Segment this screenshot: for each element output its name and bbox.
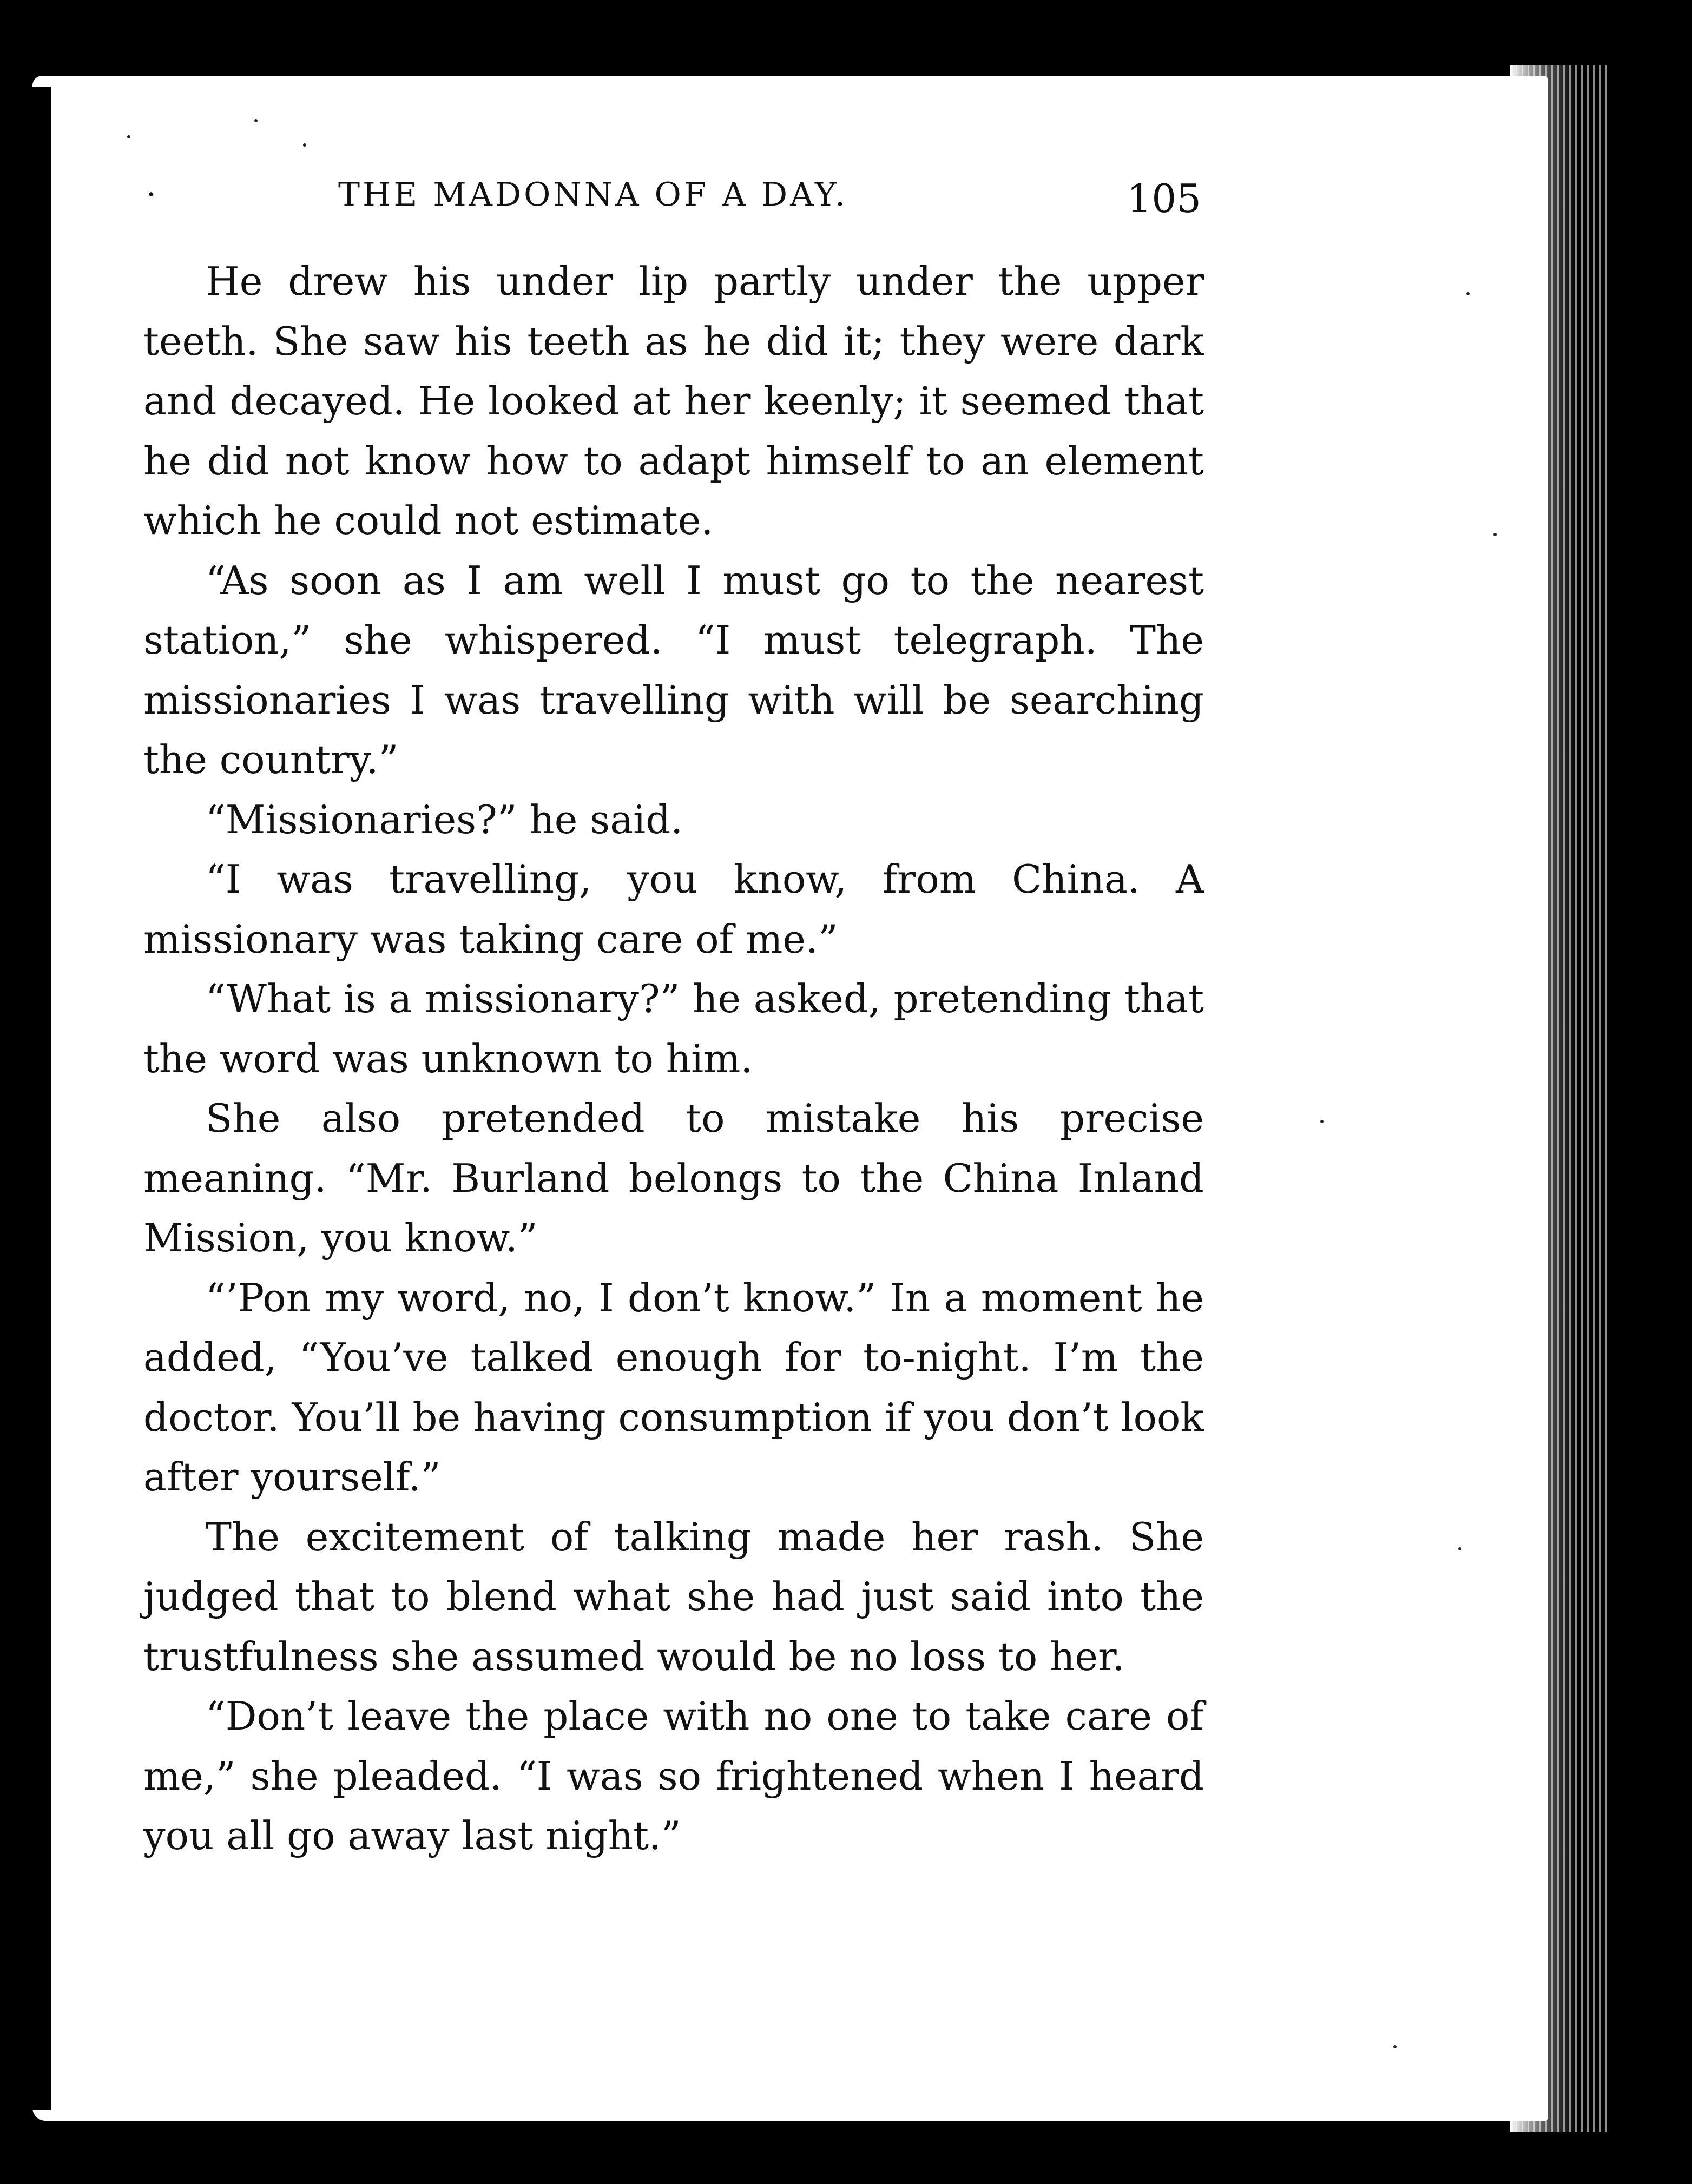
- scan-speck: [254, 119, 258, 122]
- scan-speck: [1493, 533, 1497, 536]
- scan-speck: [1466, 292, 1470, 295]
- paragraph-8: The excitement of talking made her rash. She judged that to blend what she had just said into the trustfulness she assumed would be no loss to her.: [143, 1514, 1204, 1679]
- body-text: [143, 252, 1204, 1866]
- page-header: [146, 176, 1201, 235]
- header-dot: ·: [146, 176, 157, 214]
- paragraph-3: “Missionaries?” he said.: [206, 796, 683, 842]
- paragraph-6: She also pretended to mistake his precise meaning. “Mr. Burland belongs to the China Inland Mission, you know.”: [143, 1096, 1204, 1261]
- page-edge: [1510, 65, 1607, 2132]
- paragraph-2: “As soon as I am well I must go to the nearest station,” she whispered. “I must telegraph. The missionaries I was travelling with will be searching the country.”: [143, 557, 1204, 782]
- running-title: THE MADONNA OF A DAY.: [338, 176, 848, 214]
- paragraph-1: He drew his under lip partly under the upper teeth. She saw his teeth as he did it; they were dark and decayed. He looked at her keenly; it seemed that he did not know how to adapt himself to an element which he could not estimate.: [143, 259, 1204, 543]
- scan-speck: [303, 143, 306, 147]
- page-spine-shadow: [32, 87, 51, 2110]
- page-number: 105: [1127, 176, 1201, 221]
- scan-speck: [1393, 2045, 1397, 2048]
- scan-speck: [1458, 1547, 1461, 1550]
- paragraph-9: “Don’t leave the place with no one to take care of me,” she pleaded. “I was so frightened when I heard you all go away last night.”: [143, 1693, 1204, 1858]
- paragraph-4: “I was travelling, you know, from China. A missionary was taking care of me.”: [143, 856, 1204, 962]
- paragraph-7: “’Pon my word, no, I don’t know.” In a moment he added, “You’ve talked enough for to-night. I’m the doctor. You’ll be having consumption if you don’t look after yourself.”: [143, 1275, 1204, 1500]
- scan-speck: [1320, 1120, 1324, 1123]
- paragraph-5: “What is a missionary?” he asked, pretending that the word was unknown to him.: [143, 976, 1204, 1081]
- scan-speck: [127, 135, 130, 138]
